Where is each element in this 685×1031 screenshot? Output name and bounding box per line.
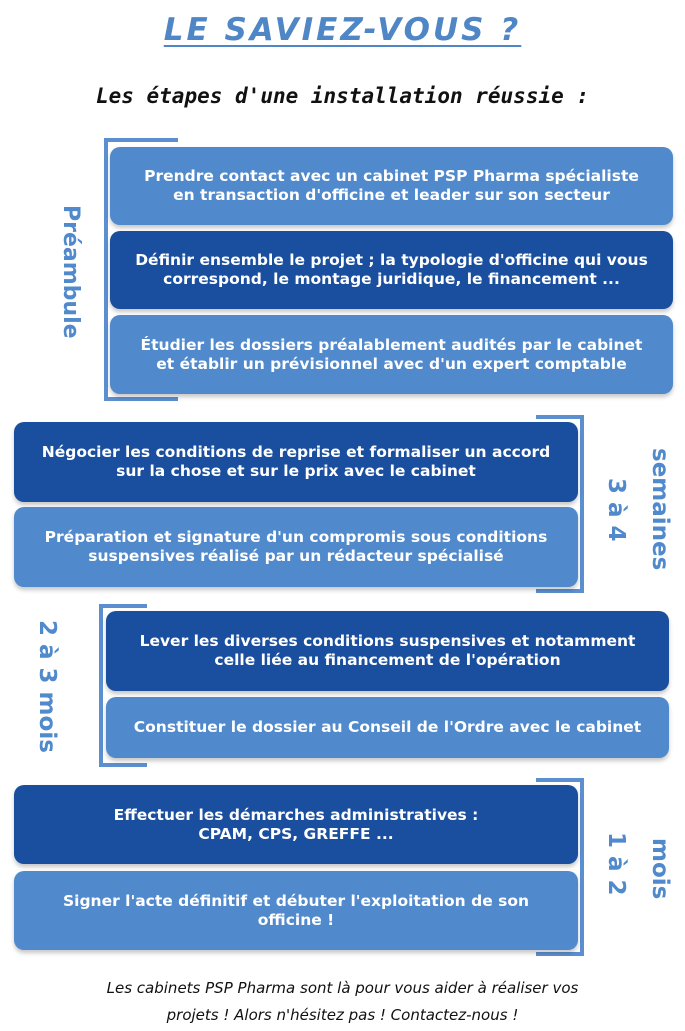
step-text-line: Constituer le dossier au Conseil de l'Ordre avec le cabinet (133, 718, 642, 736)
step-text-line: Effectuer les démarches administratives : (113, 805, 479, 824)
step-demarches-administratives (14, 785, 578, 864)
footer-note (0, 975, 685, 1029)
step-conseil-ordre (106, 697, 669, 758)
step-text-line: Négocier les conditions de reprise et formaliser un accord (41, 443, 551, 461)
step-text-line: officine ! (257, 910, 335, 929)
step-text-line: sur la chose et sur le prix avec le cabinet (116, 462, 476, 480)
step-text-line: suspensives réalisé par un rédacteur spécialisé (88, 547, 504, 565)
mois-2-3-label: 2 à 3 mois (34, 620, 60, 753)
mois-1-2-label-unit: mois (647, 838, 673, 900)
footer-line: projets ! Alors n'hésitez pas ! Contactez-nous ! (166, 1006, 519, 1024)
step-text-line: celle liée au financement de l'opération (214, 651, 561, 669)
preambule-label: Préambule (58, 205, 83, 339)
step-text-line: Signer l'acte définitif et débuter l'exploitation de son (62, 891, 530, 910)
semaines-label-unit: semaines (647, 448, 673, 571)
page-title: LE SAVIEZ-VOUS ? (163, 12, 522, 48)
step-text-line: correspond, le montage juridique, le financement ... (163, 270, 620, 288)
step-negocier (14, 422, 578, 502)
step-prendre-contact (110, 147, 673, 225)
step-signer-acte (14, 871, 578, 950)
step-text-line: Préparation et signature d'un compromis sous conditions (44, 528, 548, 546)
mois-1-2-label-number: 1 à 2 (603, 832, 629, 896)
step-text-line: CPAM, CPS, GREFFE ... (198, 824, 394, 843)
step-etudier-dossiers (110, 315, 673, 394)
step-text-line: Prendre contact avec un cabinet PSP Pharma spécialiste (144, 167, 639, 185)
step-text-line: Étudier les dossiers préalablement audités par le cabinet (140, 335, 643, 354)
semaines-label-number: 3 à 4 (603, 478, 629, 542)
step-text-line: et établir un prévisionnel avec d'un expert comptable (156, 354, 627, 373)
step-text-line: en transaction d'officine et leader sur son secteur (173, 186, 610, 204)
step-compromis (14, 507, 578, 587)
footer-line: Les cabinets PSP Pharma sont là pour vous aider à réaliser vos (106, 979, 579, 997)
step-lever-conditions (106, 611, 669, 691)
step-text-line: Définir ensemble le projet ; la typologie d'officine qui vous (135, 251, 648, 269)
step-definir-projet (110, 231, 673, 309)
step-text-line: Lever les diverses conditions suspensives et notamment (139, 632, 636, 650)
page-subtitle: Les étapes d'une installation réussie : (95, 84, 590, 108)
